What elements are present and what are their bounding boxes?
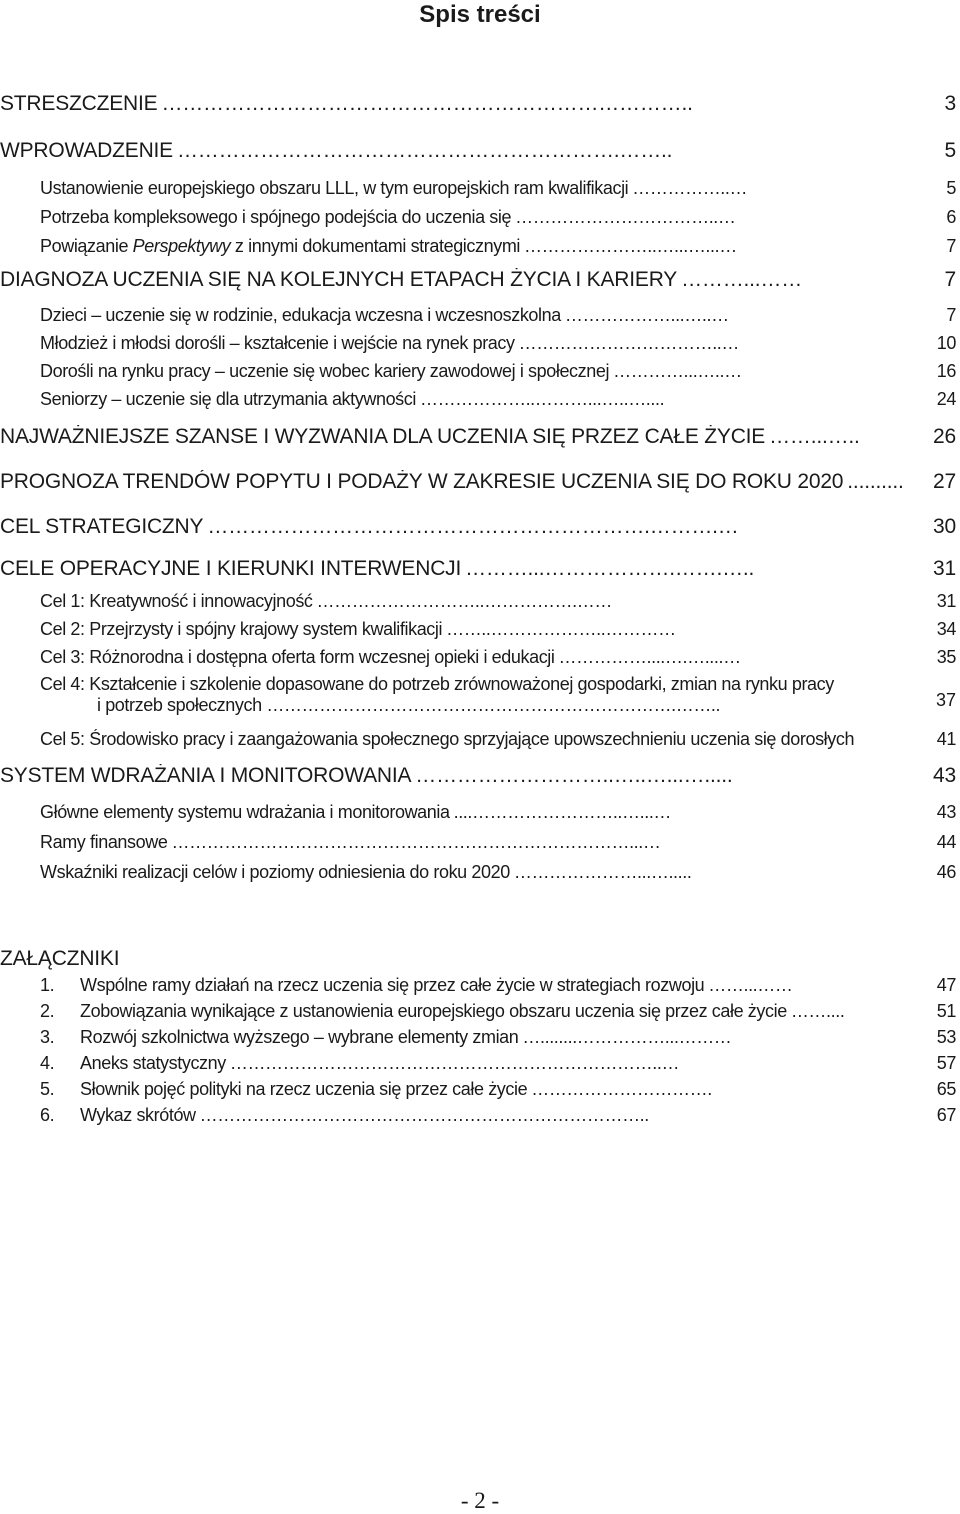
toc-subentry[interactable] — [40, 333, 956, 354]
toc-page-number: 31 — [936, 591, 956, 611]
toc-page-number: 53 — [936, 1027, 956, 1047]
toc-leader: ………………...…..… — [564, 305, 729, 325]
toc-leader: ……………………………………………………….…….. — [176, 139, 673, 162]
appendix-item-text: Rozwój szkolnictwa wyższego – wybrane elementy zmian — [80, 1027, 519, 1047]
toc-entry-text: Seniorzy – uczenie się dla utrzymania aktywności — [40, 389, 416, 409]
toc-subentry[interactable] — [40, 178, 956, 199]
toc-entry-text-part: Powiązanie — [40, 236, 133, 256]
toc-entry-text: Potrzeba kompleksowego i spójnego podejścia do uczenia się — [40, 207, 512, 227]
toc-leader: ……...…… — [708, 975, 793, 995]
toc-page-number: 26 — [933, 425, 956, 448]
toc-leader: ……..………………..………… — [446, 619, 676, 639]
toc-entry-text: Ustanowienie europejskiego obszaru LLL, w tym europejskich ram kwalifikacji — [40, 178, 629, 198]
toc-entry[interactable] — [0, 139, 956, 163]
appendix-item-number: 6. — [40, 1105, 55, 1125]
toc-leader: ……………………………..… — [518, 333, 740, 353]
toc-subentry[interactable] — [40, 305, 956, 326]
toc-page-number: 44 — [936, 832, 956, 852]
toc-subentry[interactable] — [40, 236, 956, 257]
toc-entry-text: Młodzież i młodsi dorośli – kształcenie i wejście na rynek pracy — [40, 333, 515, 353]
toc-leader: ………………..………...…..….... — [419, 389, 665, 409]
toc-entry-text: Ramy finansowe — [40, 832, 168, 852]
toc-page-number: 65 — [936, 1079, 956, 1099]
toc-leader: ……………....….…....… — [558, 647, 741, 667]
toc-leader: …….... — [790, 1001, 845, 1021]
toc-entry-text-line2 — [40, 695, 956, 716]
toc-page-number: 41 — [936, 729, 956, 749]
toc-page-number: 24 — [936, 389, 956, 409]
toc-page-number: 3 — [944, 92, 956, 115]
toc-page-number: 6 — [946, 207, 956, 227]
toc-page-number: 30 — [933, 515, 956, 538]
appendix-item-number: 2. — [40, 1001, 55, 1021]
toc-entry-text: WPROWADZENIE — [0, 139, 173, 162]
toc-leader: ………………………………………………………………….. — [199, 1105, 649, 1125]
toc-page-number: 31 — [933, 557, 956, 580]
toc-entry[interactable] — [0, 425, 956, 449]
toc-subentry[interactable] — [40, 802, 956, 823]
toc-leader: …………………...…..... — [513, 862, 692, 882]
toc-leader: …………...…..… — [613, 361, 742, 381]
appendix-item[interactable] — [40, 1001, 956, 1022]
toc-page-number: 43 — [933, 764, 956, 787]
toc-leader: ……………………………………………………………………...… — [171, 832, 661, 852]
toc-subentry[interactable] — [40, 207, 956, 228]
toc-subentry[interactable] — [40, 862, 956, 883]
toc-subentry[interactable] — [40, 832, 956, 853]
toc-leader: ……………………………………………………….……….… — [207, 515, 739, 538]
toc-page-number: 7 — [946, 236, 956, 256]
toc-entry-text: CELE OPERACYJNE I KIERUNKI INTERWENCJI — [0, 557, 462, 580]
appendix-item-number: 5. — [40, 1079, 55, 1099]
toc-entry-text: Cel 5: Środowisko pracy i zaangażowania społecznego sprzyjające upowszechnieniu uczenia się dorosłych — [40, 729, 855, 749]
appendix-item[interactable] — [40, 1027, 956, 1048]
toc-entry[interactable] — [0, 515, 956, 539]
toc-title: Spis treści — [419, 1, 541, 28]
toc-page-number: 51 — [936, 1001, 956, 1021]
appendix-item[interactable] — [40, 1105, 956, 1126]
toc-entry-text: Wskaźniki realizacji celów i poziomy odniesienia do roku 2020 — [40, 862, 510, 882]
toc-entry-text: Dorośli na rynku pracy – uczenie się wobec kariery zawodowej i społecznej — [40, 361, 610, 381]
toc-page-number: 7 — [944, 268, 956, 291]
toc-page-number: 47 — [936, 975, 956, 995]
toc-subentry[interactable] — [40, 647, 956, 668]
toc-entry-text: SYSTEM WDRAŻANIA I MONITOROWANIA — [0, 764, 412, 787]
appendix-item[interactable] — [40, 975, 956, 996]
toc-page-number: 35 — [936, 647, 956, 667]
toc-page-number: 5 — [944, 139, 956, 162]
toc-page-number: 7 — [946, 305, 956, 325]
toc-leader: ………………………..…………….…… — [316, 591, 612, 611]
toc-leader: …........……………...……… — [522, 1027, 732, 1047]
toc-page-number: 27 — [933, 470, 956, 493]
toc-entry-text: Cel 2: Przejrzysty i spójny krajowy system kwalifikacji — [40, 619, 443, 639]
appendix-item-text: Wykaz skrótów — [80, 1105, 196, 1125]
toc-leader: ……………………………..… — [515, 207, 736, 227]
toc-entry-text: Dzieci – uczenie się w rodzinie, edukacja wczesna i wczesnoszkolna — [40, 305, 561, 325]
toc-entry[interactable] — [0, 764, 956, 788]
toc-page-number: 67 — [936, 1105, 956, 1125]
appendix-item-text: Zobowiązania wynikające z ustanowienia europejskiego obszaru uczenia się przez całe życie — [80, 1001, 787, 1021]
toc-subentry[interactable] — [40, 729, 956, 750]
toc-entry-text: i potrzeb społecznych — [97, 695, 262, 715]
toc-entry-text-italic: Perspektywy — [132, 236, 231, 256]
toc-subentry[interactable] — [40, 619, 956, 640]
toc-entry[interactable] — [0, 268, 956, 292]
toc-entry-text: STRESZCZENIE — [0, 92, 158, 115]
appendix-item-number: 1. — [40, 975, 55, 995]
toc-leader: .......... — [847, 470, 904, 493]
toc-entry[interactable] — [0, 470, 956, 494]
toc-leader: ……………..… — [632, 178, 748, 198]
toc-entry-text: DIAGNOZA UCZENIA SIĘ NA KOLEJNYCH ETAPACH ŻYCIA I KARIERY — [0, 268, 678, 291]
toc-leader: ……...….. — [769, 425, 860, 448]
toc-entry-text: Główne elementy systemu wdrażania i monitorowania — [40, 802, 450, 822]
toc-leader: ....……………………..…...… — [453, 802, 672, 822]
toc-leader: ………………………………………………………………..… — [229, 1053, 680, 1073]
toc-leader: …………………..…...…...… — [524, 236, 737, 256]
appendix-item[interactable] — [40, 1053, 956, 1074]
toc-leader: ………………………..…..…...…..... — [415, 764, 733, 787]
toc-page-number: 43 — [936, 802, 956, 822]
toc-subentry[interactable] — [40, 361, 956, 382]
toc-entry-text: CEL STRATEGICZNY — [0, 515, 204, 538]
toc-page-number: 16 — [936, 361, 956, 381]
toc-entry-text: PROGNOZA TRENDÓW POPYTU I PODAŻY W ZAKRESIE UCZENIA SIĘ DO ROKU 2020 — [0, 470, 844, 493]
toc-page-number: 10 — [936, 333, 956, 353]
toc-entry-text: NAJWAŻNIEJSZE SZANSE I WYZWANIA DLA UCZENIA SIĘ PRZEZ CAŁE ŻYCIE — [0, 425, 766, 448]
toc-leader: ………...…… — [681, 268, 803, 291]
toc-entry[interactable] — [0, 557, 956, 581]
toc-entry-text: Cel 1: Kreatywność i innowacyjność — [40, 591, 313, 611]
appendix-item[interactable] — [40, 1079, 956, 1100]
appendix-item-text: Wspólne ramy działań na rzecz uczenia się przez całe życie w strategiach rozwoju — [80, 975, 705, 995]
toc-leader: ………...……………….…….….. — [465, 557, 755, 580]
toc-entry[interactable] — [0, 92, 956, 116]
toc-page-number: 34 — [936, 619, 956, 639]
toc-leader: …………………………………………………………….…….. — [266, 695, 721, 715]
appendix-item-text: Aneks statystyczny — [80, 1053, 226, 1073]
appendix-item-text: Słownik pojęć polityki na rzecz uczenia się przez całe życie — [80, 1079, 528, 1099]
appendix-item-number: 3. — [40, 1027, 55, 1047]
toc-entry-text — [40, 236, 520, 257]
toc-subentry[interactable] — [40, 389, 956, 410]
appendix-heading: ZAŁĄCZNIKI — [0, 947, 120, 970]
toc-page-number: 46 — [936, 862, 956, 882]
toc-page-number: 57 — [936, 1053, 956, 1073]
toc-page-number: 37 — [935, 690, 956, 710]
page-number-footer: - 2 - — [460, 1488, 500, 1513]
toc-leader: ………………………………………………………………….. — [161, 92, 693, 115]
toc-entry-text: Cel 3: Różnorodna i dostępna oferta form wczesnej opieki i edukacji — [40, 647, 555, 667]
toc-entry-text-line1: Cel 4: Kształcenie i szkolenie dopasowane do potrzeb zrównoważonej gospodarki, zmian na rynku pracy — [40, 674, 834, 694]
toc-leader: …………………………. — [531, 1079, 712, 1099]
appendix-item-number: 4. — [40, 1053, 55, 1073]
toc-subentry[interactable] — [40, 591, 956, 612]
toc-entry-text-part: z innymi dokumentami strategicznymi — [230, 236, 521, 256]
toc-subentry-multiline[interactable] — [40, 674, 956, 716]
toc-page-number: 5 — [946, 178, 956, 198]
